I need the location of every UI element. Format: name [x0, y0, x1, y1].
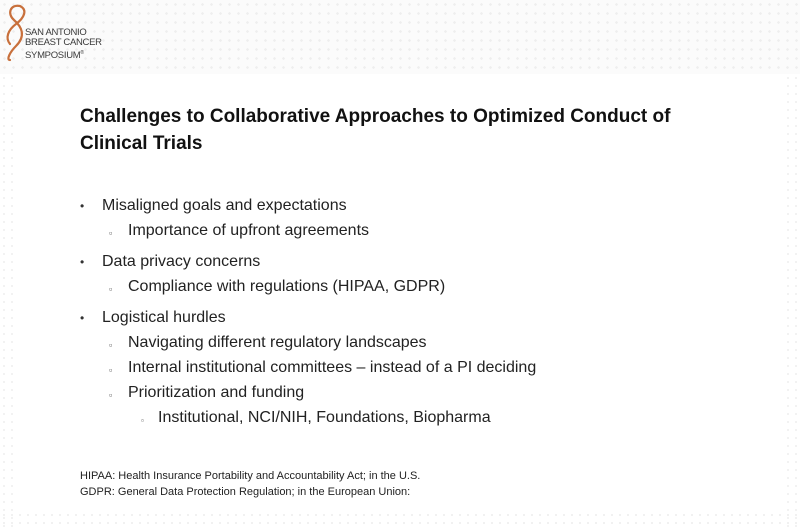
- bullet-item: [80, 333, 740, 358]
- bullet-text: Importance of upfront agreements: [128, 222, 370, 239]
- bullet-item: [80, 196, 740, 221]
- bullet-text: Misaligned goals and expectations: [102, 197, 347, 214]
- sabcs-logo: [0, 0, 118, 68]
- bullet-marker: •: [80, 311, 85, 325]
- bullet-text: Compliance with regulations (HIPAA, GDPR): [128, 278, 446, 295]
- sub-bullet-marker: ▫: [109, 284, 113, 294]
- bullet-item: [80, 358, 740, 383]
- right-edge-pattern: [784, 74, 800, 529]
- bullet-text: Prioritization and funding: [128, 384, 305, 401]
- footnote-hipaa: HIPAA: Health Insurance Portability and Accountability Act; in the U.S.: [80, 470, 421, 482]
- logo-line-1: SAN ANTONIO: [25, 27, 87, 38]
- sub-sub-bullet-marker: ▫: [141, 416, 144, 425]
- sub-bullet-marker: ▫: [109, 340, 113, 350]
- logo-line-2: BREAST CANCER: [25, 37, 102, 48]
- sub-bullet-marker: ▫: [109, 365, 113, 375]
- bullet-text: Internal institutional committees – instead of a PI deciding: [128, 359, 537, 376]
- bullet-text: Institutional, NCI/NIH, Foundations, Biopharma: [158, 409, 491, 426]
- bullet-list: [80, 196, 740, 433]
- slide-title: Challenges to Collaborative Approaches to Optimized Conduct of Clinical Trials: [80, 106, 671, 154]
- bullet-item: [80, 408, 740, 433]
- bullet-text: Navigating different regulatory landscapes: [128, 334, 427, 351]
- bullet-item: [80, 308, 740, 333]
- footnotes: [80, 468, 420, 500]
- footer-pattern: [0, 511, 800, 529]
- header-pattern: [0, 0, 800, 74]
- bullet-item: [80, 277, 740, 302]
- bullet-marker: •: [80, 199, 85, 213]
- sub-bullet-marker: ▫: [109, 390, 113, 400]
- left-edge-pattern: [0, 74, 16, 529]
- logo-wordmark: [25, 28, 102, 61]
- bullet-item: [80, 383, 740, 408]
- bullet-item: [80, 252, 740, 277]
- footnote-gdpr: GDPR: General Data Protection Regulation; in the European Union:: [80, 486, 411, 498]
- sub-bullet-marker: ▫: [109, 228, 113, 238]
- bullet-text: Logistical hurdles: [102, 309, 226, 326]
- bullet-marker: •: [80, 255, 85, 269]
- logo-line-3: SYMPOSIUM®: [25, 50, 84, 62]
- bullet-item: [80, 221, 740, 246]
- bullet-text: Data privacy concerns: [102, 253, 261, 270]
